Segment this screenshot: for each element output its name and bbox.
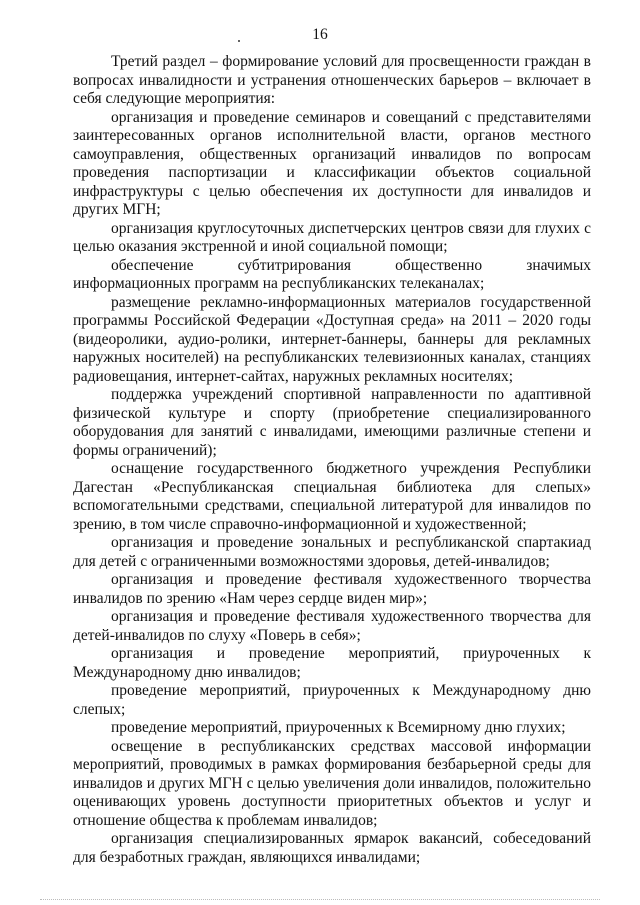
paragraph-item: организация и проведение мероприятий, приуроченных к Международному дню инвалидов;	[73, 645, 591, 681]
paragraph-intro: Третий раздел – формирование условий для просвещенности граждан в вопросах инвалидности и устранения отношенческих барьеров – включает в себя следующие мероприятия:	[73, 53, 591, 107]
paragraph-item: проведение мероприятий, приуроченных к Международному дню слепых;	[73, 682, 591, 718]
paragraph-item: организация и проведение семинаров и совещаний с представителями заинтересованных органов исполнительной власти, органов местного самоуправления, общественных организаций инвалидов по вопросам проведения паспортизации и классификации объектов социальной инфраструктуры с целью обеспечения их доступности для инвалидов и других МГН;	[73, 108, 591, 218]
paragraph-item: проведение мероприятий, приуроченных к Всемирному дню глухих;	[111, 719, 566, 736]
paragraph-item: поддержка учреждений спортивной направленности по адаптивной физической культуре и спорту (приобретение специализированного оборудования для занятий с инвалидами, имеющими различные степени и формы ограничений);	[73, 386, 591, 459]
paragraph-item: оснащение государственного бюджетного учреждения Республики Дагестан «Республиканская специальная библиотека для слепых» вспомогательными средствами, специальной литературой для инвалидов по зрению, в том числе справочно-информационной и художественной;	[73, 460, 591, 533]
paragraph-item: организация и проведение фестиваля художественного творчества для детей-инвалидов по слуху «Поверь в себя»;	[73, 608, 591, 644]
paragraph-item: организация специализированных ярмарок вакансий, собеседований для безработных граждан, являющихся инвалидами;	[73, 830, 591, 866]
paragraph-item: организация и проведение зональных и республиканской спартакиад для детей с ограниченными возможностями здоровья, детей-инвалидов;	[73, 534, 591, 570]
paragraph-item: организация и проведение фестиваля художественного творчества инвалидов по зрению «Нам через сердце виден мир»;	[73, 571, 591, 607]
document-body	[73, 53, 591, 867]
page-number: 16	[312, 26, 328, 43]
paragraph-item: освещение в республиканских средствах массовой информации мероприятий, проводимых в рамках формирования безбарьерной среды для инвалидов и других МГН с целью увеличения доли инвалидов, положительно оценивающих уровень доступности приоритетных объектов и услуг и отношение общества к проблемам инвалидов;	[73, 737, 591, 829]
paragraph-item: организация круглосуточных диспетчерских центров связи для глухих с целью оказания экстренной и иной социальной помощи;	[73, 219, 591, 255]
paragraph-item: обеспечение субтитрирования общественно значимых информационных программ на республиканских телеканалах;	[73, 256, 591, 292]
paragraph-item: размещение рекламно-информационных материалов государственной программы Российской Федерации «Доступная среда» на 2011 – 2020 годы (видеоролики, аудио-ролики, интернет-баннеры, баннеры для рекламных наружных носителей) на республиканских телевизионных каналах, станциях радиовещания, интернет-сайтах, наружных рекламных носителях;	[73, 293, 591, 385]
scan-edge	[40, 899, 600, 903]
scan-mark	[238, 40, 240, 42]
